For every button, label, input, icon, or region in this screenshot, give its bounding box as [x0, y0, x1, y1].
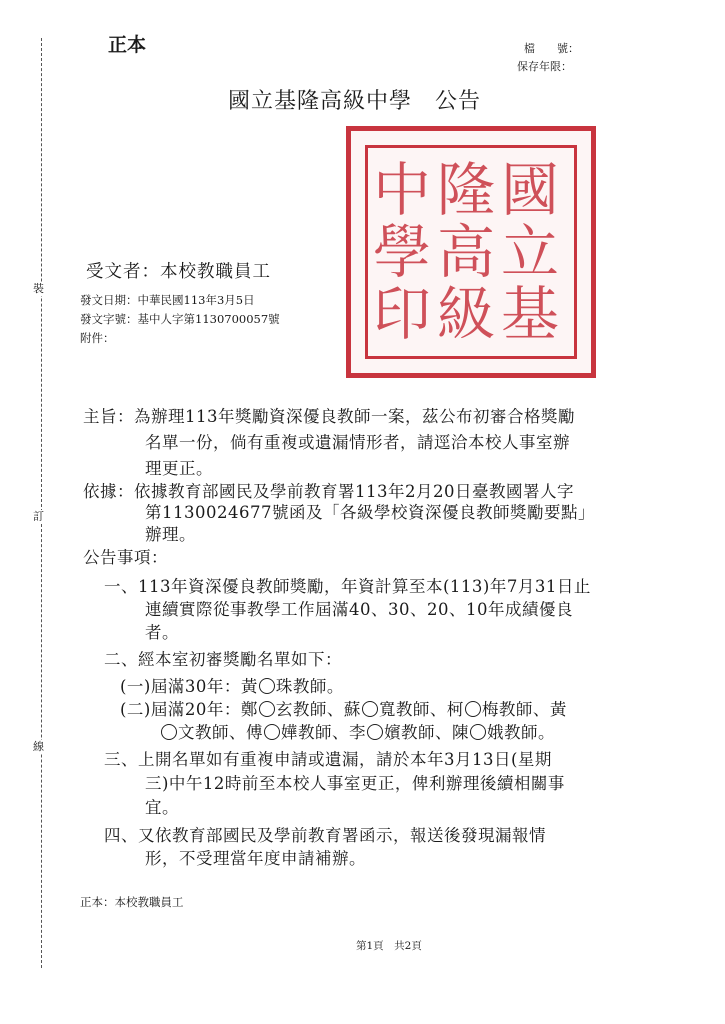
document-number: 發文字號：基中人字第1130700057號 [80, 312, 280, 326]
subject-line: 主旨：為辦理113年獎勵資深優良教師一案，茲公布初審合格獎勵 [83, 407, 575, 426]
award-text: 寬教師、柯 [378, 700, 464, 719]
subject-line: 理更正。 [145, 459, 213, 478]
notice-item-line: 宜。 [145, 798, 179, 817]
issue-date: 發文日期：中華民國113年3月5日 [80, 293, 255, 307]
notice-item-line: 三、上開名單如有重複申請或遺漏，請於本年3月13日(星期 [104, 750, 552, 769]
award-text: 玄教師、蘇 [275, 700, 361, 719]
seal-char: 級 [437, 280, 496, 348]
notice-item-line: 連續實際從事教學工作屆滿40、30、20、10年成績優良 [145, 600, 573, 619]
notice-item-line: 者。 [145, 623, 179, 642]
award-text: 嬅教師、李 [281, 723, 366, 742]
basis-line: 依據：依據教育部國民及學前教育署113年2月20日臺教國署人字 [83, 482, 574, 501]
document-title: 國立基隆高級中學 公告 [228, 89, 482, 114]
binding-mark: 訂 [33, 510, 44, 523]
binding-mark: 線 [33, 740, 44, 753]
notice-item-line: 一、113年資深優良教師獎勵，年資計算至本(113)年7月31日止 [104, 577, 591, 596]
seal-char: 中 [373, 156, 432, 224]
retention-label: 保存年限： [517, 60, 572, 73]
seal-char: 學 [373, 218, 432, 286]
award-text: (一)屆滿30年：黃 [120, 677, 258, 696]
redaction-circle [264, 724, 280, 740]
seal-char: 隆 [437, 156, 496, 224]
award-text: 梅教師、黃 [481, 700, 567, 719]
basis-line: 辦理。 [145, 525, 196, 544]
attachment-label: 附件： [80, 331, 115, 345]
redaction-circle [470, 724, 486, 740]
copy-type-label: 正本 [108, 34, 147, 56]
award-text: 嬪教師、陳 [384, 723, 469, 742]
page-indicator: 第1頁 共2頁 [356, 940, 422, 952]
redaction-circle [161, 724, 177, 740]
award-text: 珠教師。 [275, 677, 344, 696]
redaction-circle [259, 678, 275, 694]
award-list-20-years-cont [160, 719, 555, 743]
award-text: (二)屆滿20年：鄭 [120, 700, 258, 719]
notice-item-line: 二、經本室初審獎勵名單如下： [104, 650, 342, 669]
recipient: 受文者：本校教職員工 [86, 262, 271, 282]
official-seal [346, 126, 596, 378]
award-list-30-years [120, 673, 344, 697]
binding-line [41, 38, 42, 968]
award-text: 娥教師。 [487, 723, 555, 742]
subject-line: 名單一份，倘有重複或遺漏情形者，請逕洽本校人事室辦 [145, 433, 570, 452]
seal-char: 立 [501, 218, 560, 286]
redaction-circle [465, 701, 481, 717]
redaction-circle [362, 701, 378, 717]
notice-item-line: 三)中午12時前至本校人事室更正，俾利辦理後續相關事 [145, 774, 565, 793]
redaction-circle [259, 701, 275, 717]
seal-char: 國 [501, 156, 560, 224]
notice-heading: 公告事項： [83, 548, 168, 567]
seal-char: 印 [373, 280, 432, 348]
redaction-circle [367, 724, 383, 740]
notice-item-line: 四、又依教育部國民及學前教育署函示，報送後發現漏報情 [104, 826, 546, 845]
seal-char: 高 [437, 218, 496, 286]
award-list-20-years [120, 696, 567, 720]
copy-to: 正本：本校教職員工 [80, 895, 184, 909]
seal-char: 基 [501, 280, 560, 348]
award-text: 文教師、傅 [178, 723, 263, 742]
binding-mark: 裝 [33, 282, 44, 295]
file-number-label: 檔 號： [524, 42, 579, 55]
basis-line: 第1130024677號函及「各級學校資深優良教師獎勵要點」 [145, 503, 595, 522]
notice-item-line: 形，不受理當年度申請補辦。 [145, 849, 366, 868]
